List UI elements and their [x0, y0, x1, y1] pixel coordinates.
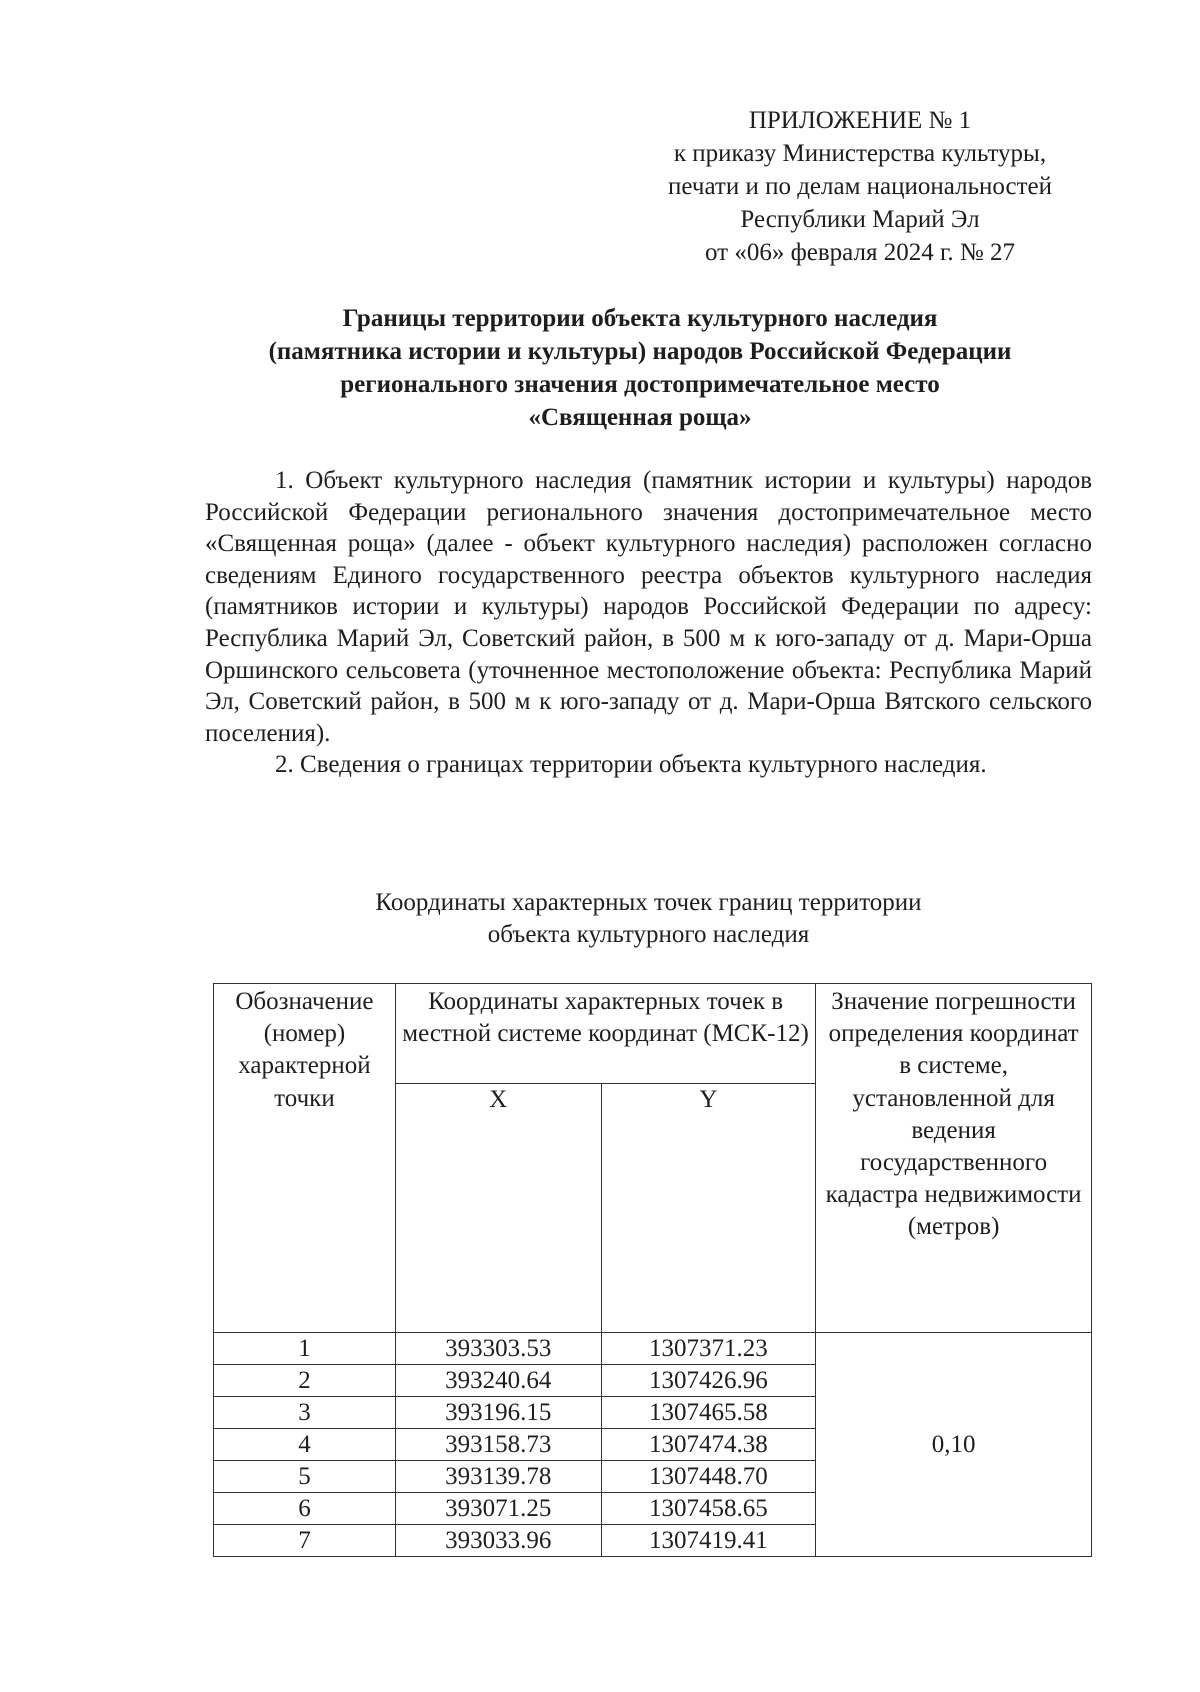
table-row [214, 1333, 1092, 1365]
appendix-line: от «06» февраля 2024 г. № 27 [704, 239, 1016, 266]
cell-point: 2 [214, 1365, 396, 1397]
cell-x: 393033.96 [395, 1525, 601, 1557]
header-y: Y [601, 1084, 816, 1333]
cell-point: 6 [214, 1493, 396, 1525]
paragraph-1: 1. Объект культурного наследия (памятник истории и культуры) народов Российской Федерации регионального значения достопримечательное место «Священная роща» (далее - объект культурного наследия) расположен согласно сведениям Единого государственного реестра объектов культурного наследия (памятников истории и культуры) народов Российской Федерации по адресу: Республика Марий Эл, Советский район, в 500 м к юго-западу от д. Мари-Орша Оршинского сельсовета (уточненное местоположение объекта: Республика Марий Эл, Советский район, в 500 м к юго-западу от д. Мари-Орша Вятского сельского поселения). [205, 467, 1092, 747]
cell-point: 5 [214, 1461, 396, 1493]
cell-x: 393071.25 [395, 1493, 601, 1525]
cell-x: 393158.73 [395, 1429, 601, 1461]
cell-point: 7 [214, 1525, 396, 1557]
document-body [205, 465, 1092, 781]
title-line: (памятника истории и культуры) народов Российской Федерации [268, 338, 1012, 365]
caption-line: Координаты характерных точек границ территории [375, 889, 922, 916]
header-x: X [395, 1084, 601, 1333]
appendix-line: к приказу Министерства культуры, [673, 140, 1047, 167]
appendix-line: Республики Марий Эл [740, 206, 980, 233]
paragraph-2: 2. Сведения о границах территории объекта культурного наследия. [275, 751, 987, 779]
cell-x: 393303.53 [395, 1333, 601, 1365]
cell-y: 1307474.38 [601, 1429, 816, 1461]
cell-point: 4 [214, 1429, 396, 1461]
header-coordinates: Координаты характерных точек в местной системе координат (МСК-12) [395, 984, 815, 1084]
cell-x: 393139.78 [395, 1461, 601, 1493]
cell-point: 1 [214, 1333, 396, 1365]
cell-x: 393240.64 [395, 1365, 601, 1397]
title-line: «Священная роща» [528, 404, 752, 431]
title-line: регионального значения достопримечательное место [340, 371, 940, 398]
cell-x: 393196.15 [395, 1397, 601, 1429]
appendix-block [600, 104, 1120, 269]
appendix-line: печати и по делам национальностей [668, 173, 1052, 200]
cell-y: 1307458.65 [601, 1493, 816, 1525]
cell-y: 1307419.41 [601, 1525, 816, 1557]
appendix-line: ПРИЛОЖЕНИЕ № 1 [748, 107, 972, 134]
title-line: Границы территории объекта культурного наследия [342, 305, 938, 332]
cell-y: 1307371.23 [601, 1333, 816, 1365]
caption-line: объекта культурного наследия [487, 921, 810, 948]
coordinates-table [213, 983, 1092, 1557]
cell-point: 3 [214, 1397, 396, 1429]
header-error: Значение погрешности определения координат в системе, установленной для ведения государственного кадастра недвижимости (метров) [816, 984, 1092, 1333]
cell-y: 1307465.58 [601, 1397, 816, 1429]
cell-y: 1307448.70 [601, 1461, 816, 1493]
table-caption [205, 887, 1092, 951]
cell-error-value: 0,10 [816, 1333, 1092, 1557]
header-point-number: Обозначение (номер) характерной точки [214, 984, 396, 1333]
cell-y: 1307426.96 [601, 1365, 816, 1397]
document-title [180, 302, 1100, 434]
